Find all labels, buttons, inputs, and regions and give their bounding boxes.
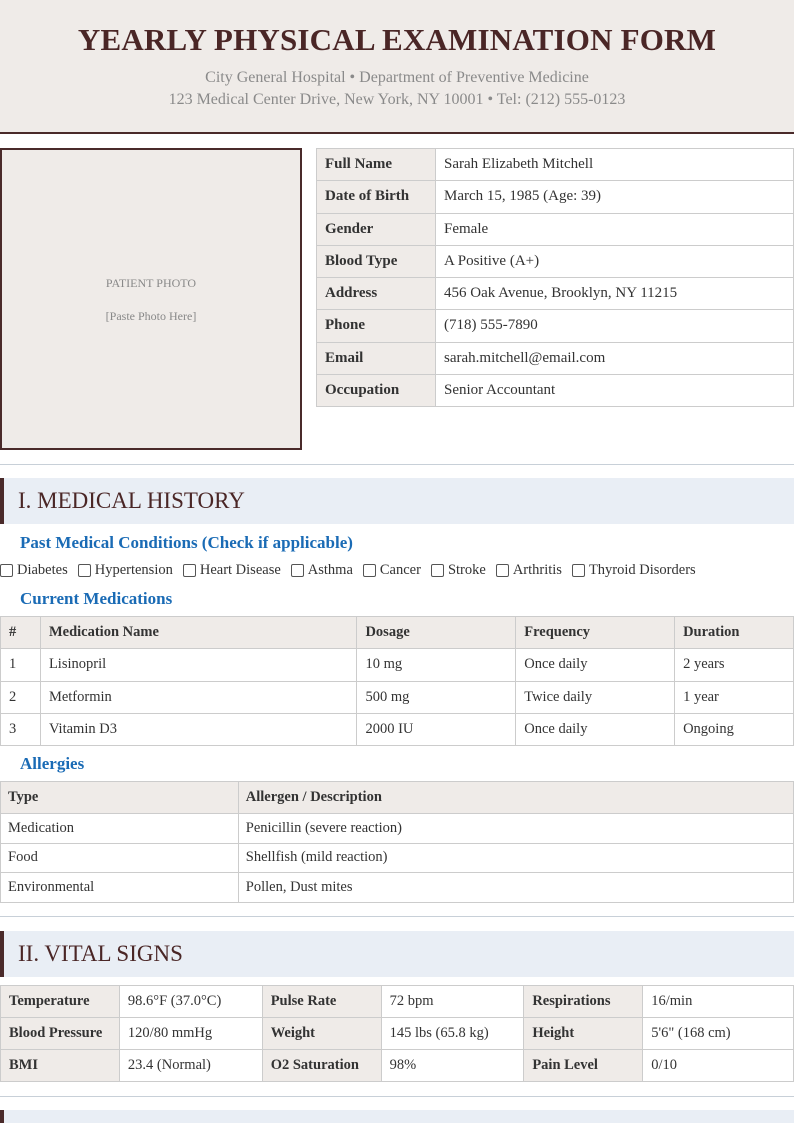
field-label: Address	[317, 278, 436, 310]
table-cell[interactable]: Ongoing	[675, 713, 794, 745]
table-row	[1, 649, 794, 681]
condition-cancer[interactable]	[363, 562, 421, 579]
column-header: Medication Name	[40, 617, 357, 649]
form-title: YEARLY PHYSICAL EXAMINATION FORM	[77, 22, 717, 57]
checkbox[interactable]	[78, 564, 91, 577]
condition-label: Arthritis	[512, 561, 562, 578]
table-cell[interactable]: 1 year	[675, 681, 794, 713]
column-header: Type	[1, 782, 239, 814]
condition-thyroid-disorders[interactable]	[572, 562, 696, 579]
table-row	[1, 681, 794, 713]
checkbox[interactable]	[363, 564, 376, 577]
vital-value[interactable]: 98.6°F (37.0°C)	[119, 986, 262, 1018]
table-cell[interactable]: Penicillin (severe reaction)	[238, 814, 793, 844]
table-row	[1, 986, 794, 1018]
condition-label: Cancer	[379, 561, 421, 578]
checkbox[interactable]	[431, 564, 444, 577]
patient-info-row	[317, 181, 794, 213]
field-value[interactable]: Female	[436, 213, 794, 245]
hospital-address: 123 Medical Center Drive, New York, NY 10001 • Tel: (212) 555-0123	[168, 91, 626, 108]
patient-info-row	[317, 342, 794, 374]
column-header: Duration	[675, 617, 794, 649]
field-value[interactable]: 456 Oak Avenue, Brooklyn, NY 11215	[436, 278, 794, 310]
table-cell[interactable]: 500 mg	[357, 681, 516, 713]
table-cell[interactable]: 2000 IU	[357, 713, 516, 745]
table-header-row	[1, 617, 794, 649]
allergies-table	[0, 781, 794, 903]
vital-value[interactable]: 98%	[381, 1050, 524, 1082]
patient-info-row	[317, 213, 794, 245]
photo-label: PATIENT PHOTO	[105, 276, 197, 290]
hospital-name: City General Hospital • Department of Preventive Medicine	[205, 69, 589, 86]
field-value[interactable]: Senior Accountant	[436, 374, 794, 406]
field-value[interactable]: March 15, 1985 (Age: 39)	[436, 181, 794, 213]
vital-label: Weight	[262, 1018, 381, 1050]
field-value[interactable]: A Positive (A+)	[436, 245, 794, 277]
table-cell[interactable]: Once daily	[516, 649, 675, 681]
vital-label: Blood Pressure	[1, 1018, 120, 1050]
patient-info-row	[317, 278, 794, 310]
table-cell[interactable]: Environmental	[1, 873, 239, 903]
vital-value[interactable]: 16/min	[643, 986, 794, 1018]
form-header	[0, 0, 794, 134]
section-title: II. VITAL SIGNS	[18, 941, 183, 966]
patient-info-row	[317, 149, 794, 181]
condition-label: Diabetes	[17, 561, 68, 578]
vital-label: Height	[524, 1018, 643, 1050]
vital-value[interactable]: 145 lbs (65.8 kg)	[381, 1018, 524, 1050]
patient-photo-placeholder[interactable]	[0, 148, 302, 450]
divider	[0, 1096, 794, 1097]
table-cell: 3	[1, 713, 41, 745]
vital-value[interactable]: 120/80 mmHg	[119, 1018, 262, 1050]
table-row	[1, 873, 794, 903]
vital-value[interactable]: 5'6" (168 cm)	[643, 1018, 794, 1050]
section-title: I. MEDICAL HISTORY	[18, 488, 245, 513]
table-cell[interactable]: Lisinopril	[40, 649, 357, 681]
table-cell[interactable]: Medication	[1, 814, 239, 844]
checkbox[interactable]	[572, 564, 585, 577]
patient-info-row	[317, 245, 794, 277]
table-cell[interactable]: 2 years	[675, 649, 794, 681]
conditions-checklist	[0, 560, 706, 580]
table-cell[interactable]: Food	[1, 843, 239, 873]
condition-label: Stroke	[447, 561, 486, 578]
checkbox[interactable]	[0, 564, 13, 577]
table-row	[1, 713, 794, 745]
field-label: Occupation	[317, 374, 436, 406]
vital-label: BMI	[1, 1050, 120, 1082]
checkbox[interactable]	[496, 564, 509, 577]
column-header: Frequency	[516, 617, 675, 649]
field-value[interactable]: Sarah Elizabeth Mitchell	[436, 149, 794, 181]
vital-label: O2 Saturation	[262, 1050, 381, 1082]
patient-info-table	[316, 148, 794, 407]
vital-label: Pain Level	[524, 1050, 643, 1082]
condition-diabetes[interactable]	[0, 562, 68, 579]
field-label: Email	[317, 342, 436, 374]
vital-value[interactable]: 23.4 (Normal)	[119, 1050, 262, 1082]
condition-label: Heart Disease	[199, 561, 281, 578]
checkbox[interactable]	[291, 564, 304, 577]
table-cell[interactable]: Once daily	[516, 713, 675, 745]
table-row	[1, 1050, 794, 1082]
condition-label: Asthma	[307, 561, 353, 578]
field-value[interactable]: (718) 555-7890	[436, 310, 794, 342]
field-label: Date of Birth	[317, 181, 436, 213]
section-medical-history	[0, 478, 794, 524]
column-header: Dosage	[357, 617, 516, 649]
condition-stroke[interactable]	[431, 562, 486, 579]
column-header: Allergen / Description	[238, 782, 793, 814]
field-value[interactable]: sarah.mitchell@email.com	[436, 342, 794, 374]
condition-arthritis[interactable]	[496, 562, 562, 579]
condition-label: Thyroid Disorders	[588, 561, 696, 578]
field-label: Full Name	[317, 149, 436, 181]
condition-heart-disease[interactable]	[183, 562, 281, 579]
table-cell[interactable]: Twice daily	[516, 681, 675, 713]
table-cell[interactable]: Pollen, Dust mites	[238, 873, 793, 903]
vital-label: Respirations	[524, 986, 643, 1018]
vital-value[interactable]: 0/10	[643, 1050, 794, 1082]
condition-hypertension[interactable]	[78, 562, 173, 579]
checkbox[interactable]	[183, 564, 196, 577]
divider	[0, 464, 794, 465]
condition-asthma[interactable]	[291, 562, 353, 579]
medications-table	[0, 616, 794, 746]
divider	[0, 916, 794, 917]
field-label: Gender	[317, 213, 436, 245]
section-vital-signs	[0, 931, 794, 977]
patient-info-row	[317, 310, 794, 342]
table-cell[interactable]: 10 mg	[357, 649, 516, 681]
table-cell[interactable]: Metformin	[40, 681, 357, 713]
table-row	[1, 814, 794, 844]
vital-label: Temperature	[1, 986, 120, 1018]
table-cell: 2	[1, 681, 41, 713]
table-cell[interactable]: Vitamin D3	[40, 713, 357, 745]
vital-value[interactable]: 72 bpm	[381, 986, 524, 1018]
vital-label: Pulse Rate	[262, 986, 381, 1018]
field-label: Blood Type	[317, 245, 436, 277]
table-row	[1, 843, 794, 873]
column-header: #	[1, 617, 41, 649]
conditions-heading: Past Medical Conditions (Check if applicable)	[20, 533, 353, 552]
section-next-header	[0, 1110, 794, 1123]
allergies-heading: Allergies	[20, 754, 85, 773]
table-header-row	[1, 782, 794, 814]
table-row	[1, 1018, 794, 1050]
patient-info-row	[317, 374, 794, 406]
medications-heading: Current Medications	[20, 589, 173, 608]
photo-hint: [Paste Photo Here]	[105, 309, 197, 323]
table-cell[interactable]: Shellfish (mild reaction)	[238, 843, 793, 873]
condition-label: Hypertension	[94, 561, 173, 578]
field-label: Phone	[317, 310, 436, 342]
vital-signs-table	[0, 985, 794, 1082]
table-cell: 1	[1, 649, 41, 681]
